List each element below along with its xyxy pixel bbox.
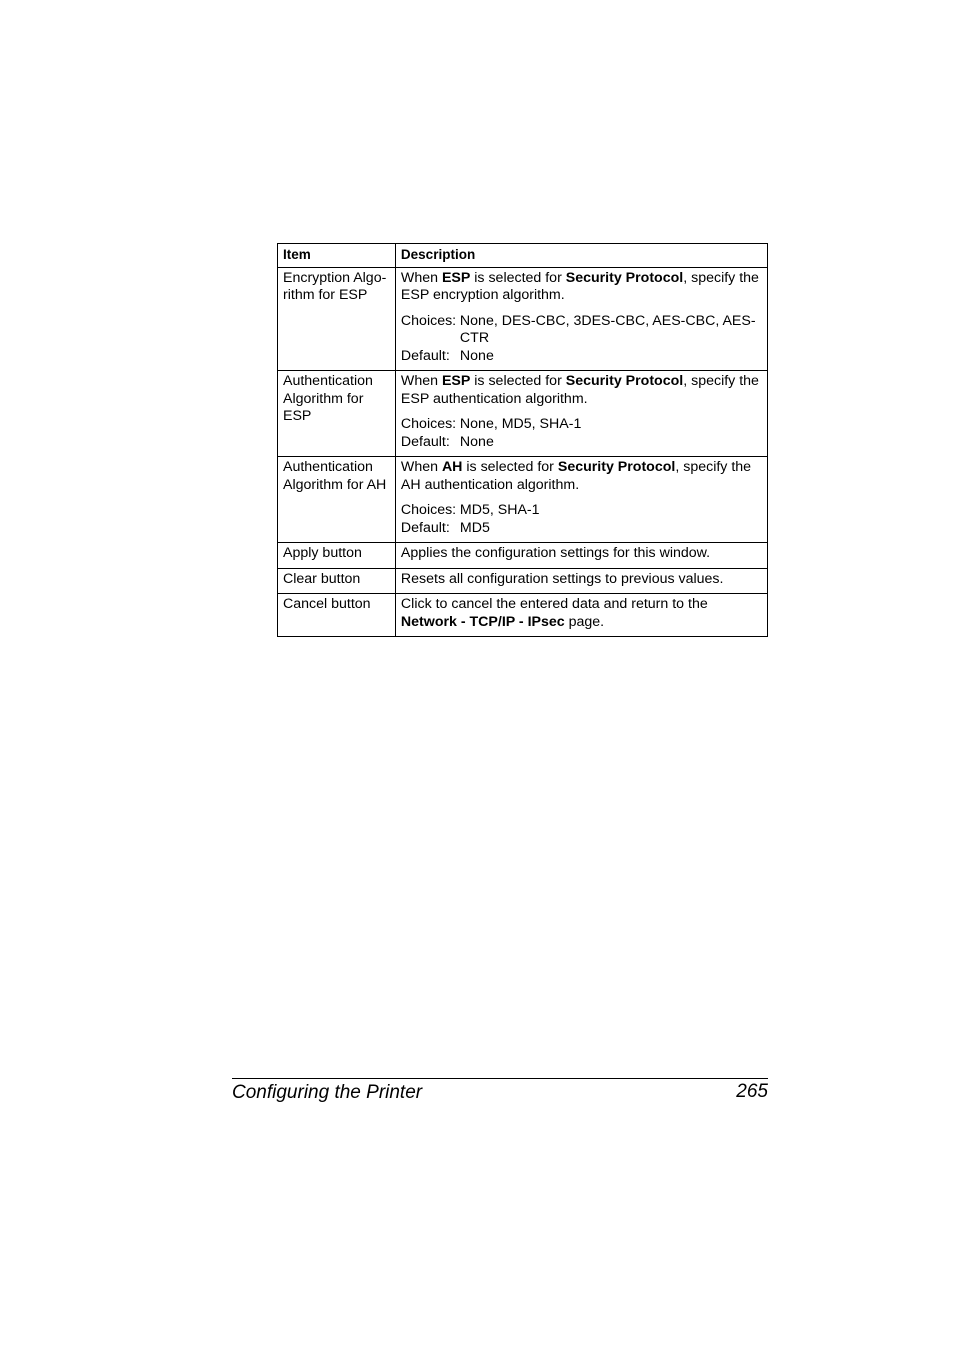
choices-block xyxy=(401,313,763,366)
default-label: Default: xyxy=(400,519,450,536)
description-text: When ESP is selected for Security Protocol, specify the ESP encryption algorithm. xyxy=(400,269,759,303)
settings-table xyxy=(277,243,768,637)
row-item-encryption-algorithm-esp: Encryption Algo-rithm for ESP xyxy=(278,267,396,371)
footer-page-number: 265 xyxy=(736,1081,768,1102)
choices-value: MD5, SHA-1 xyxy=(459,502,540,518)
row-item-clear-button: Clear button xyxy=(278,568,396,594)
default-value: None xyxy=(459,347,494,364)
table-row xyxy=(278,568,768,594)
default-value: MD5 xyxy=(459,519,490,536)
description-text: When AH is selected for Security Protocol, specify the AH authentication algorithm. xyxy=(400,459,752,493)
row-description: Resets all configuration settings to previous values. xyxy=(395,568,767,594)
row-description xyxy=(395,267,767,371)
table-row xyxy=(278,267,768,371)
choices-value: None, DES-CBC, 3DES-CBC, AES-CBC, AES-CTR xyxy=(459,312,756,346)
footer-divider xyxy=(232,1078,768,1079)
choices-block xyxy=(401,502,763,537)
description-text: When ESP is selected for Security Protocol, specify the ESP authentication algorithm. xyxy=(400,373,759,407)
header-description: Description xyxy=(395,244,767,268)
table-row xyxy=(278,543,768,569)
row-item-cancel-button: Cancel button xyxy=(278,594,396,637)
choices-label: Choices: xyxy=(400,312,457,329)
choices-label: Choices: xyxy=(400,416,457,432)
table-row xyxy=(278,371,768,457)
footer-chapter-title: Configuring the Printer xyxy=(232,1082,423,1103)
table-header-row xyxy=(278,244,768,268)
row-item-apply-button: Apply button xyxy=(278,543,396,569)
row-description xyxy=(395,371,767,457)
choices-block xyxy=(401,416,763,451)
default-label: Default: xyxy=(400,433,450,450)
row-item-authentication-algorithm-ah: Authentication Algorithm for AH xyxy=(278,457,396,543)
choices-label: Choices: xyxy=(400,502,457,518)
row-description: Applies the configuration settings for this window. xyxy=(395,543,767,569)
header-item: Item xyxy=(278,244,396,268)
row-description xyxy=(395,457,767,543)
table-row xyxy=(278,457,768,543)
default-value: None xyxy=(459,433,494,450)
row-description: Click to cancel the entered data and return to the Network - TCP/IP - IPsec page. xyxy=(395,594,767,637)
choices-value: None, MD5, SHA-1 xyxy=(459,416,582,432)
default-label: Default: xyxy=(400,347,450,364)
table-row xyxy=(278,594,768,637)
row-item-authentication-algorithm-esp: Authentication Algorithm for ESP xyxy=(278,371,396,457)
